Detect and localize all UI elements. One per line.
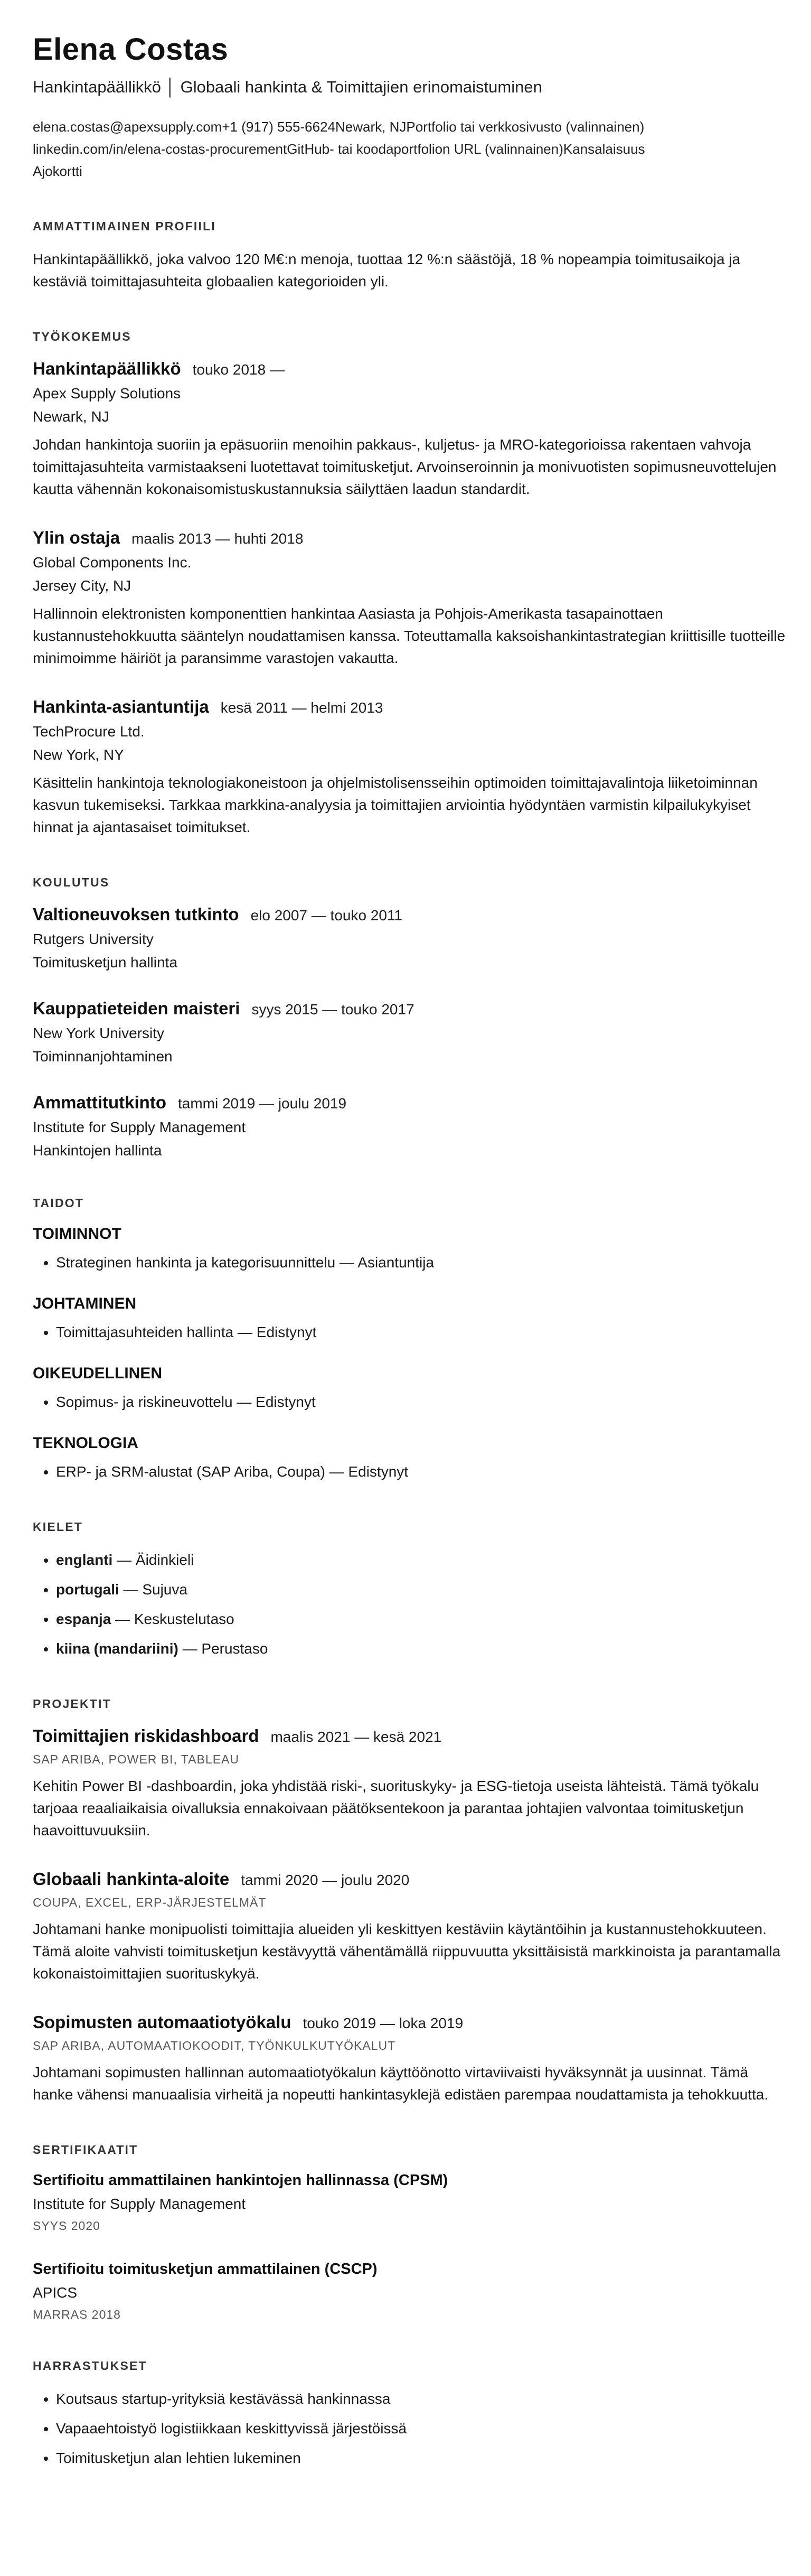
section-experience [33, 330, 787, 838]
hobby-item: • Vapaaehtoistyö logistiikkaan keskittyvissä järjestöissä [56, 2418, 787, 2440]
contact-block [33, 116, 787, 182]
job-head [33, 528, 787, 548]
project-entry-1 [33, 1726, 787, 1842]
project-head [33, 1726, 787, 1746]
job-location: Newark, NJ [33, 408, 109, 425]
job-dates: kesä 2011 — helmi 2013 [220, 699, 383, 716]
hobby-item: • Toimitusketjun alan lehtien lukeminen [56, 2447, 787, 2469]
contact-email: elena.costas@apexsupply.com [33, 119, 222, 135]
profile-text: Hankintapäällikkö, joka valvoo 120 M€:n menoja, tuottaa 12 %:n säästöjä, 18 % nopeampia toimitusaikoja ja kestäviä toimittajasuhteita globaalien kategorioiden yli. [33, 251, 741, 290]
section-projects [33, 1697, 787, 2106]
education-head [33, 1093, 787, 1113]
job-description: Johdan hankintoja suoriin ja epäsuoriin menoihin pakkaus-, kuljetus- ja MRO-kategorioissa rakentaen vahvoja toimittajasuhteita varmistaakseni luotettavat toimitusketjut. Arvoinseroinnin ja monivuotisten sopimusneuvottelujen kautta vähennän kokonaisomistuskustannuksia säilyttäen laadun standardit. [33, 436, 777, 498]
certification-date: SYYS 2020 [33, 2219, 100, 2233]
skill-group-name: TOIMINNOT [33, 1225, 121, 1243]
contact-portfolio: Portfolio tai verkkosivusto (valinnainen) [406, 119, 645, 135]
candidate-title: Hankintapäällikkö │ Globaali hankinta & Toimittajien erinomaistuminen [33, 78, 542, 96]
skill-list [33, 1391, 787, 1413]
certification-org: APICS [33, 2284, 78, 2301]
project-entry-3 [33, 2012, 787, 2106]
project-head [33, 2012, 787, 2032]
skill-item: • ERP- ja SRM-alustat (SAP Ariba, Coupa) — Edistynyt [56, 1461, 787, 1483]
job-entry-3 [33, 697, 787, 838]
language-item [56, 1608, 787, 1630]
language-level: — Perustaso [178, 1640, 268, 1657]
section-certifications [33, 2143, 787, 2322]
job-location: Jersey City, NJ [33, 577, 131, 594]
skill-list [33, 1321, 787, 1343]
section-languages [33, 1520, 787, 1660]
project-description: Johtamani hanke monipuolisti toimittajia alueiden yli keskittyen kestäviin käytäntöihin ja kustannustehokkuuteen. Tämä aloite vahvisti toimitusketjun kestävyyttä vähentämällä riippuvuutta yksittäisistä markkinoista ja parantamalla kokonaistoimittajien suorituskykyä. [33, 1921, 781, 1982]
resume-header [33, 32, 787, 182]
candidate-name: Elena Costas [33, 32, 229, 67]
project-dates: maalis 2021 — kesä 2021 [270, 1729, 442, 1746]
contact-linkedin: linkedin.com/in/elena-costas-procurement [33, 141, 287, 157]
section-hobbies [33, 2359, 787, 2469]
skill-group-name: TEKNOLOGIA [33, 1434, 138, 1452]
skill-item: • Strateginen hankinta ja kategorisuunnittelu — Asiantuntija [56, 1252, 787, 1274]
school-name: Rutgers University [33, 931, 154, 948]
contact-github: GitHub- tai koodaportfolion URL (valinnainen) [287, 141, 563, 157]
education-head [33, 904, 787, 925]
hobby-item: • Koutsaus startup-yrityksiä kestävässä hankinnassa [56, 2388, 787, 2410]
job-location: New York, NY [33, 746, 124, 763]
job-title: Hankintapäällikkö [33, 359, 181, 379]
language-name: espanja [56, 1611, 111, 1628]
contact-line-2 [33, 138, 787, 160]
degree-title: Ammattitutkinto [33, 1093, 166, 1113]
project-tools: COUPA, EXCEL, ERP-JÄRJESTELMÄT [33, 1896, 267, 1910]
contact-driving-license: Ajokortti [33, 163, 82, 180]
project-dates: tammi 2020 — joulu 2020 [241, 1872, 410, 1889]
job-title: Ylin ostaja [33, 528, 120, 548]
job-description: Käsittelin hankintoja teknologiakoneistoon ja ohjelmistolisensseihin optimoiden toimittajavalintoja liiketoiminnan kasvun tukemiseksi. Tarkkaa markkina-analyysia ja toimittajien arviointia hyödyntäen varmistin kilpailukykyiset hinnat ja ajantasaiset toimitukset. [33, 774, 758, 836]
hobby-list [33, 2388, 787, 2469]
contact-line-1 [33, 116, 787, 138]
degree-dates: syys 2015 — touko 2017 [251, 1001, 414, 1018]
languages-heading: KIELET [33, 1520, 83, 1534]
project-description: Johtamani sopimusten hallinnan automaatiotyökalun käyttöönotto virtaviivaisti hyväksynnät ja uusinnat. Tämä hanke vähensi manuaalisia virheitä ja nopeutti hankintasyklejä edistäen parempaa noudattamista ja tehokkuutta. [33, 2064, 769, 2103]
job-company: Apex Supply Solutions [33, 385, 181, 402]
certification-title: Sertifioitu toimitusketjun ammattilainen (CSCP) [33, 2261, 378, 2278]
skill-item: • Sopimus- ja riskineuvottelu — Edistynyt [56, 1391, 787, 1413]
language-list [33, 1549, 787, 1660]
contact-line-3 [33, 160, 787, 182]
job-title: Hankinta-asiantuntija [33, 697, 209, 717]
language-item [56, 1579, 787, 1601]
degree-title: Kauppatieteiden maisteri [33, 998, 240, 1019]
certification-entry-2 [33, 2261, 787, 2322]
skill-list [33, 1252, 787, 1274]
job-head [33, 359, 787, 379]
school-name: Institute for Supply Management [33, 1119, 246, 1136]
project-entry-2 [33, 1869, 787, 1985]
section-profile [33, 219, 787, 293]
certifications-heading: SERTIFIKAATIT [33, 2143, 138, 2157]
field-of-study: Toimitusketjun hallinta [33, 954, 177, 971]
project-title: Globaali hankinta-aloite [33, 1869, 230, 1889]
certification-date: MARRAS 2018 [33, 2308, 121, 2322]
job-company: TechProcure Ltd. [33, 723, 145, 740]
project-tools: SAP ARIBA, POWER BI, TABLEAU [33, 1752, 240, 1767]
hobbies-heading: HARRASTUKSET [33, 2359, 147, 2373]
project-description: Kehitin Power BI -dashboardin, joka yhdistää riski-, suorituskyky- ja ESG-tietoja useista lähteistä. Tämä työkalu tarjoaa reaaliaikaisia oivalluksia ennakoivaan päätöksentekoon ja parantaa johtajien valvontaa toimitusketjun haavoittuvuuksiin. [33, 1778, 759, 1839]
language-name: kiina (mandariini) [56, 1640, 178, 1657]
education-heading: KOULUTUS [33, 875, 110, 890]
language-level: — Sujuva [119, 1581, 187, 1598]
section-education [33, 875, 787, 1159]
degree-dates: elo 2007 — touko 2011 [250, 907, 403, 924]
project-title: Toimittajien riskidashboard [33, 1726, 259, 1746]
job-description: Hallinnoin elektronisten komponenttien hankintaa Aasiasta ja Pohjois-Amerikasta tasapainottaen kustannustehokkuutta sääntelyn noudattamisen kanssa. Toteuttamalla kaksoishankintastrategian kriittisille tuotteille minimoimme häiriöt ja paransimme varastojen vakautta. [33, 605, 786, 667]
education-head [33, 998, 787, 1019]
skill-group-leadership [33, 1295, 787, 1343]
skill-list [33, 1461, 787, 1483]
job-dates: touko 2018 — [192, 361, 285, 378]
language-item [56, 1638, 787, 1660]
job-entry-1 [33, 359, 787, 500]
education-entry-1 [33, 904, 787, 971]
experience-heading: TYÖKOKEMUS [33, 330, 131, 344]
field-of-study: Toiminnanjohtaminen [33, 1048, 173, 1065]
project-dates: touko 2019 — loka 2019 [303, 2015, 464, 2032]
contact-location: Newark, NJ [335, 119, 407, 135]
certification-org: Institute for Supply Management [33, 2196, 246, 2213]
job-entry-2 [33, 528, 787, 669]
school-name: New York University [33, 1025, 164, 1042]
skill-group-technology [33, 1434, 787, 1483]
skill-group-name: OIKEUDELLINEN [33, 1365, 163, 1383]
skill-group-operations [33, 1225, 787, 1274]
job-dates: maalis 2013 — huhti 2018 [131, 530, 304, 547]
certification-title: Sertifioitu ammattilainen hankintojen hallinnassa (CPSM) [33, 2172, 448, 2189]
job-head [33, 697, 787, 717]
project-tools: SAP ARIBA, AUTOMAATIOKOODIT, TYÖNKULKUTYÖKALUT [33, 2039, 396, 2053]
education-entry-3 [33, 1093, 787, 1159]
language-item [56, 1549, 787, 1571]
language-name: englanti [56, 1552, 113, 1569]
language-level: — Keskustelutaso [111, 1611, 234, 1628]
skill-group-legal [33, 1365, 787, 1413]
profile-heading: AMMATTIMAINEN PROFIILI [33, 219, 216, 234]
projects-heading: PROJEKTIT [33, 1697, 111, 1711]
section-skills [33, 1196, 787, 1483]
language-level: — Äidinkieli [112, 1552, 194, 1569]
degree-dates: tammi 2019 — joulu 2019 [177, 1095, 347, 1112]
field-of-study: Hankintojen hallinta [33, 1142, 162, 1159]
skill-group-name: JOHTAMINEN [33, 1295, 137, 1313]
project-title: Sopimusten automaatiotyökalu [33, 2012, 291, 2032]
skills-heading: TAIDOT [33, 1196, 84, 1210]
contact-phone: +1 (917) 555-6624 [222, 119, 335, 135]
contact-citizenship: Kansalaisuus [563, 141, 645, 157]
language-name: portugali [56, 1581, 119, 1598]
certification-entry-1 [33, 2172, 787, 2233]
education-entry-2 [33, 998, 787, 1065]
job-company: Global Components Inc. [33, 554, 192, 571]
project-head [33, 1869, 787, 1889]
skill-item: • Toimittajasuhteiden hallinta — Edistynyt [56, 1321, 787, 1343]
degree-title: Valtioneuvoksen tutkinto [33, 904, 239, 925]
